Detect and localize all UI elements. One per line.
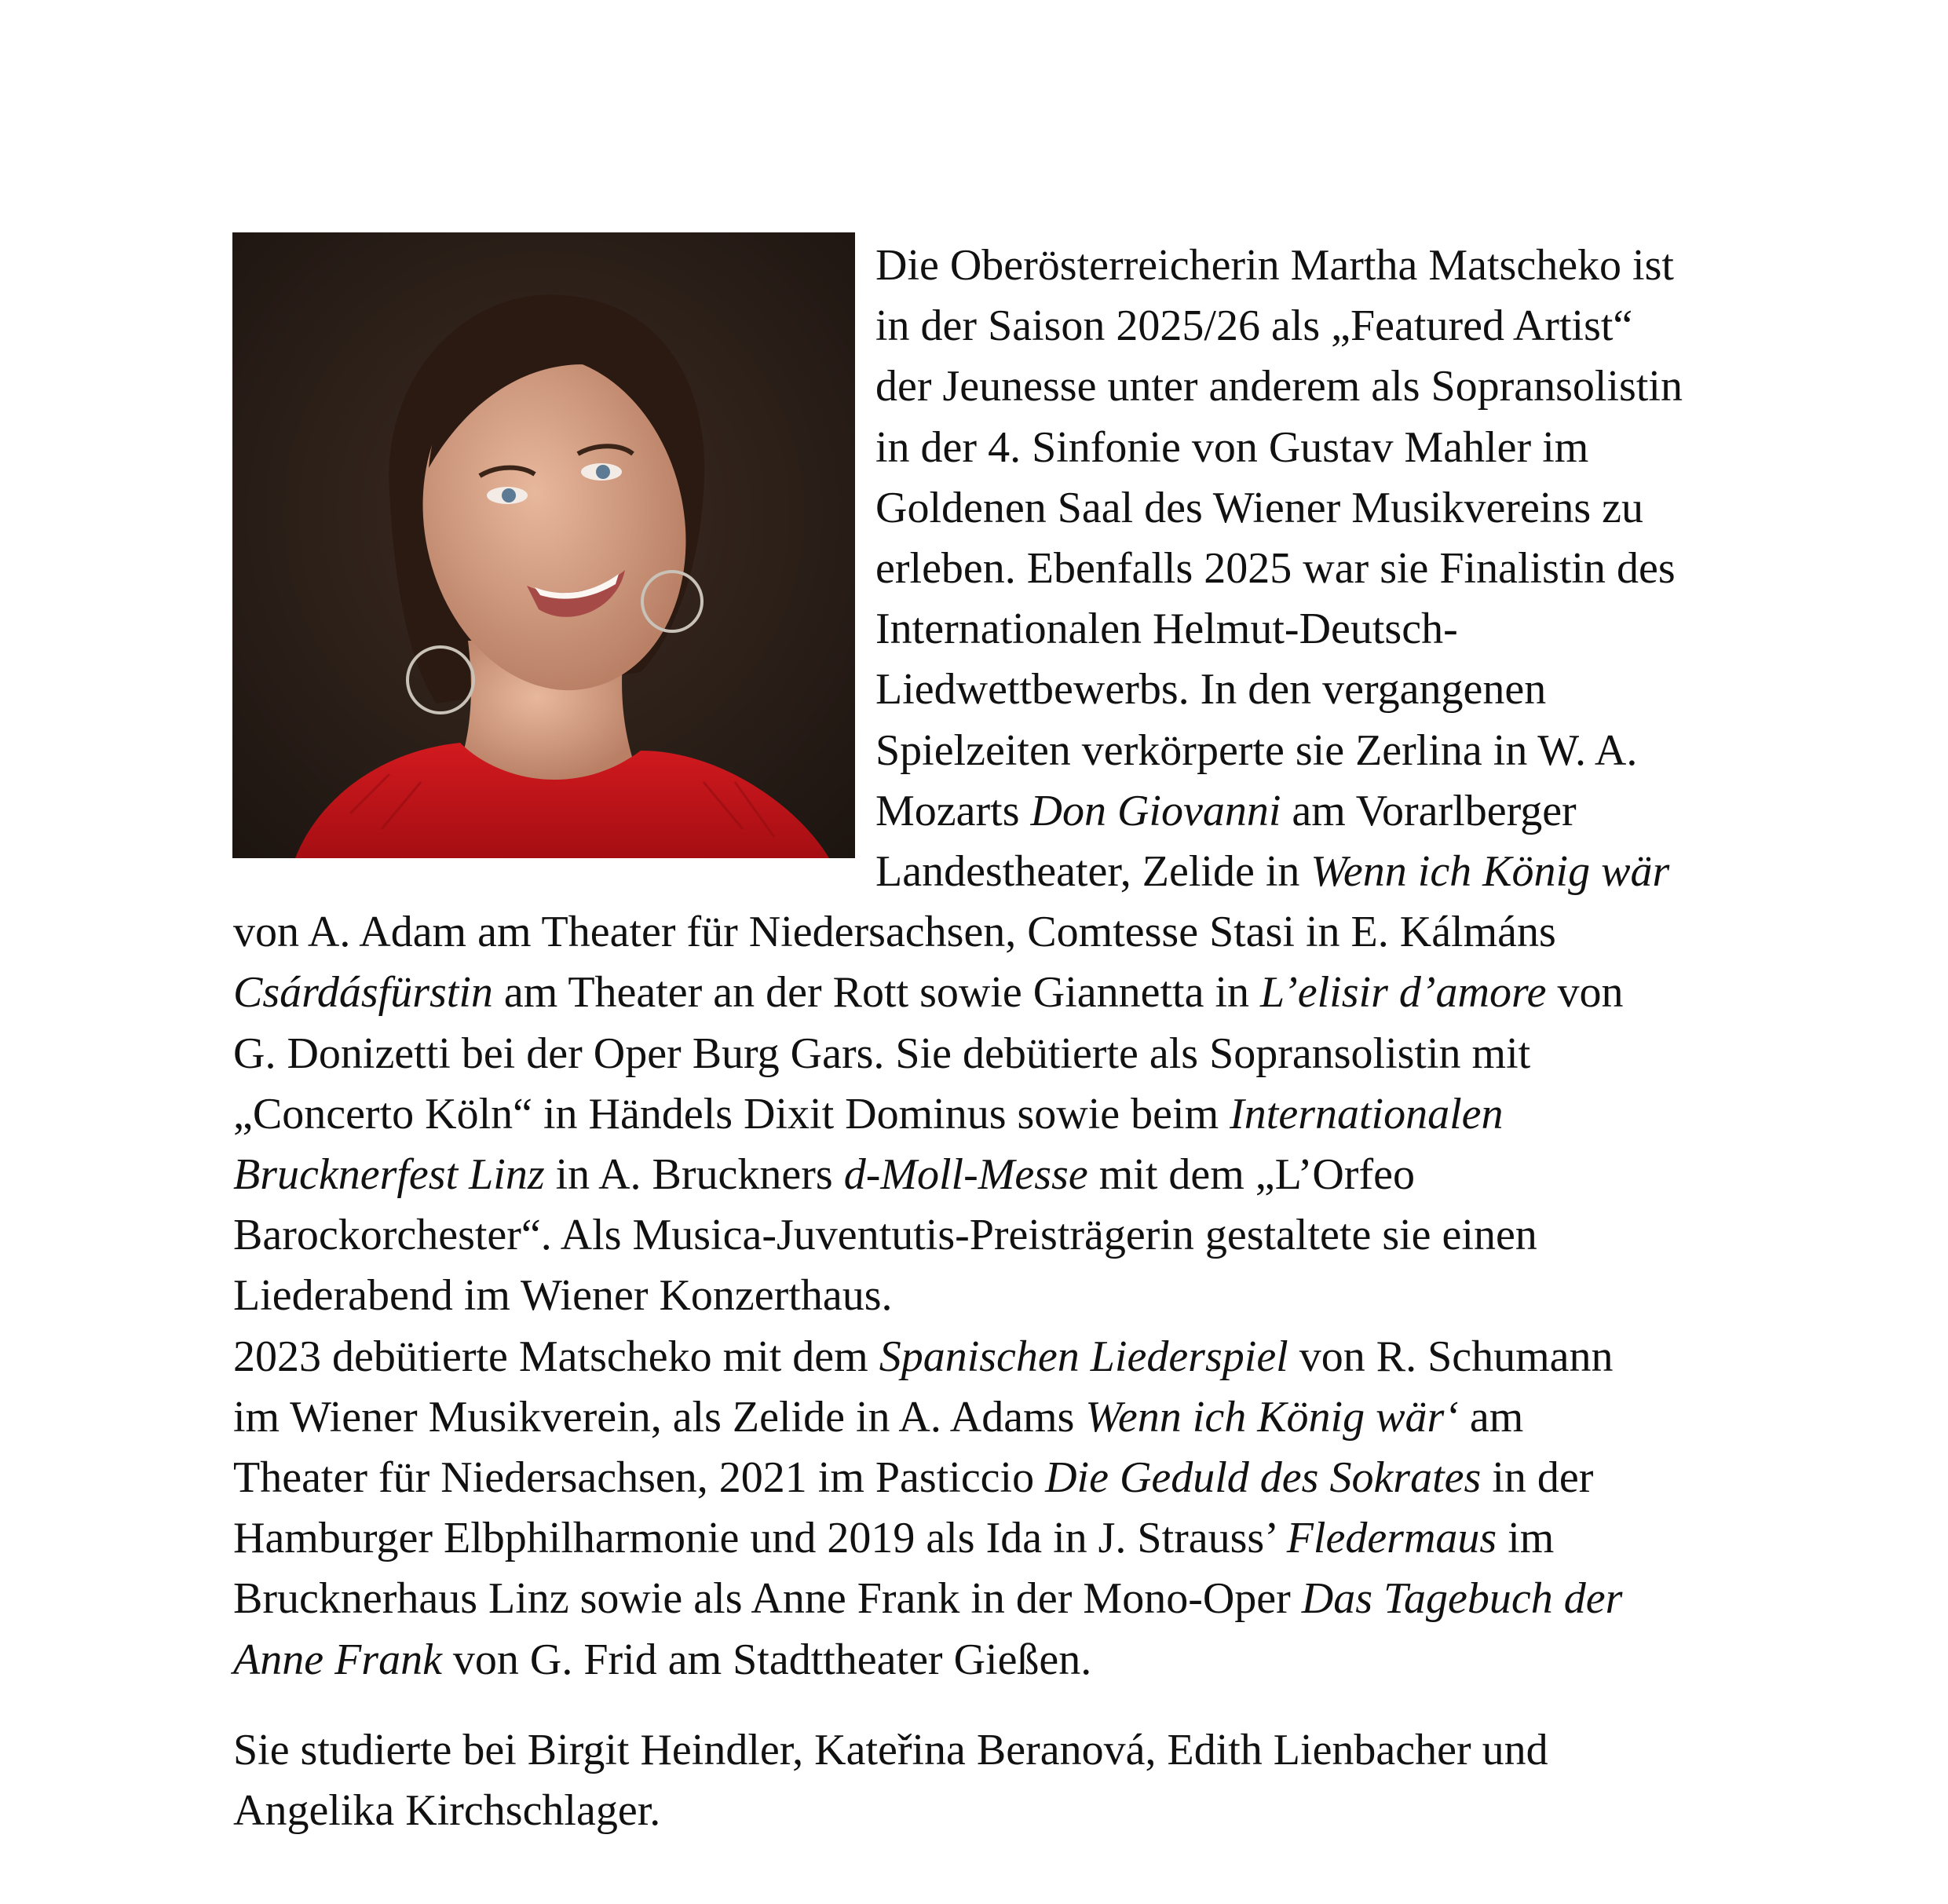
text-line: [875, 725, 1638, 775]
italic-title: Anne Frank: [233, 1635, 442, 1684]
text-run: von A. Adam am Theater für Niedersachsen, Comtesse Stasi in E. Kálmáns: [233, 908, 1556, 957]
text-run: erleben. Ebenfalls 2025 war sie Finalistin des: [875, 544, 1676, 593]
portrait-illustration: [232, 232, 855, 858]
text-line: [233, 908, 1556, 957]
italic-title: Wenn ich König wär: [1310, 847, 1670, 896]
italic-title: d-Moll-Messe: [843, 1150, 1088, 1199]
text-line: [233, 1029, 1531, 1078]
text-line: [233, 1514, 1555, 1563]
text-run: Mozarts: [875, 786, 1031, 835]
text-line: [875, 665, 1547, 714]
text-line: [875, 605, 1458, 654]
text-line: [233, 1453, 1594, 1502]
text-run: im: [1497, 1514, 1555, 1563]
italic-title: Don Giovanni: [1030, 786, 1281, 835]
italic-title: Das Tagebuch der: [1301, 1574, 1623, 1624]
text-run: mit dem „L’Orfeo: [1087, 1150, 1415, 1199]
text-line: [875, 847, 1670, 896]
text-run: in der Saison 2025/26 als „Featured Artist“: [875, 301, 1633, 351]
text-line: [875, 422, 1589, 472]
text-line: [875, 544, 1676, 593]
text-line: [233, 1635, 1092, 1684]
text-run: Angelika Kirchschlager.: [233, 1786, 661, 1835]
text-run: G. Donizetti bei der Oper Burg Gars. Sie debütierte als Sopransolistin mit: [233, 1029, 1531, 1078]
text-line: [233, 1725, 1548, 1774]
text-run: im Wiener Musikverein, als Zelide in A. Adams: [233, 1392, 1086, 1442]
text-run: Landestheater, Zelide in: [875, 847, 1311, 896]
text-run: Spielzeiten verkörperte sie Zerlina in W. A.: [875, 725, 1638, 775]
text-line: [875, 241, 1674, 290]
text-run: Theater für Niedersachsen, 2021 im Pasticcio: [233, 1453, 1046, 1502]
text-run: 2023 debütierte Matscheko mit dem: [233, 1332, 879, 1381]
text-run: Liedwettbewerbs. In den vergangenen: [875, 665, 1547, 714]
text-run: Hamburger Elbphilharmonie und 2019 als Ida in J. Strauss’: [233, 1514, 1287, 1563]
text-run: Liederabend im Wiener Konzerthaus.: [233, 1271, 893, 1321]
text-run: in A. Bruckners: [544, 1150, 844, 1199]
italic-title: Brucknerfest Linz: [233, 1150, 545, 1199]
italic-title: Csárdásfürstin: [233, 968, 493, 1018]
text-run: Barockorchester“. Als Musica-Juventutis-Preisträgerin gestaltete sie einen: [233, 1211, 1537, 1260]
text-run: in der 4. Sinfonie von Gustav Mahler im: [875, 422, 1589, 472]
text-run: Die Oberösterreicherin Martha Matscheko ist: [875, 241, 1674, 290]
text-run: von: [1546, 968, 1624, 1018]
text-run: der Jeunesse unter anderem als Sopransolistin: [875, 362, 1683, 411]
text-run: am Theater an der Rott sowie Giannetta in: [492, 968, 1261, 1018]
text-line: [233, 1332, 1614, 1381]
text-line: [233, 1574, 1623, 1624]
text-run: am: [1458, 1392, 1524, 1442]
text-run: Internationalen Helmut-Deutsch-: [875, 605, 1458, 654]
text-line: [875, 362, 1683, 411]
text-run: Goldenen Saal des Wiener Musikvereins zu: [875, 483, 1644, 532]
text-line: [233, 1089, 1504, 1138]
text-line: [233, 1271, 893, 1321]
text-line: [233, 1392, 1524, 1442]
text-line: [233, 968, 1624, 1018]
text-line: [875, 786, 1577, 835]
text-run: am Vorarlberger: [1281, 786, 1577, 835]
italic-title: Internationalen: [1230, 1089, 1504, 1138]
text-line: [233, 1150, 1415, 1199]
italic-title: Spanischen Liederspiel: [879, 1332, 1288, 1381]
italic-title: Die Geduld des Sokrates: [1045, 1453, 1482, 1502]
portrait-photo: [232, 232, 855, 858]
text-line: [233, 1786, 661, 1835]
text-run: Sie studierte bei Birgit Heindler, Kateřina Beranová, Edith Lienbacher und: [233, 1725, 1548, 1774]
text-run: von G. Frid am Stadttheater Gießen.: [441, 1635, 1092, 1684]
text-run: in der: [1481, 1453, 1594, 1502]
italic-title: Fledermaus: [1286, 1514, 1497, 1563]
text-run: von R. Schumann: [1288, 1332, 1614, 1381]
italic-title: Wenn ich König wär‘: [1085, 1392, 1459, 1442]
italic-title: L’elisir d’amore: [1260, 968, 1547, 1018]
text-line: [875, 301, 1633, 351]
text-run: „Concerto Köln“ in Händels Dixit Dominus sowie beim: [233, 1089, 1230, 1138]
text-line: [875, 483, 1644, 532]
text-line: [233, 1211, 1537, 1260]
text-run: Brucknerhaus Linz sowie als Anne Frank in der Mono-Oper: [233, 1574, 1302, 1624]
